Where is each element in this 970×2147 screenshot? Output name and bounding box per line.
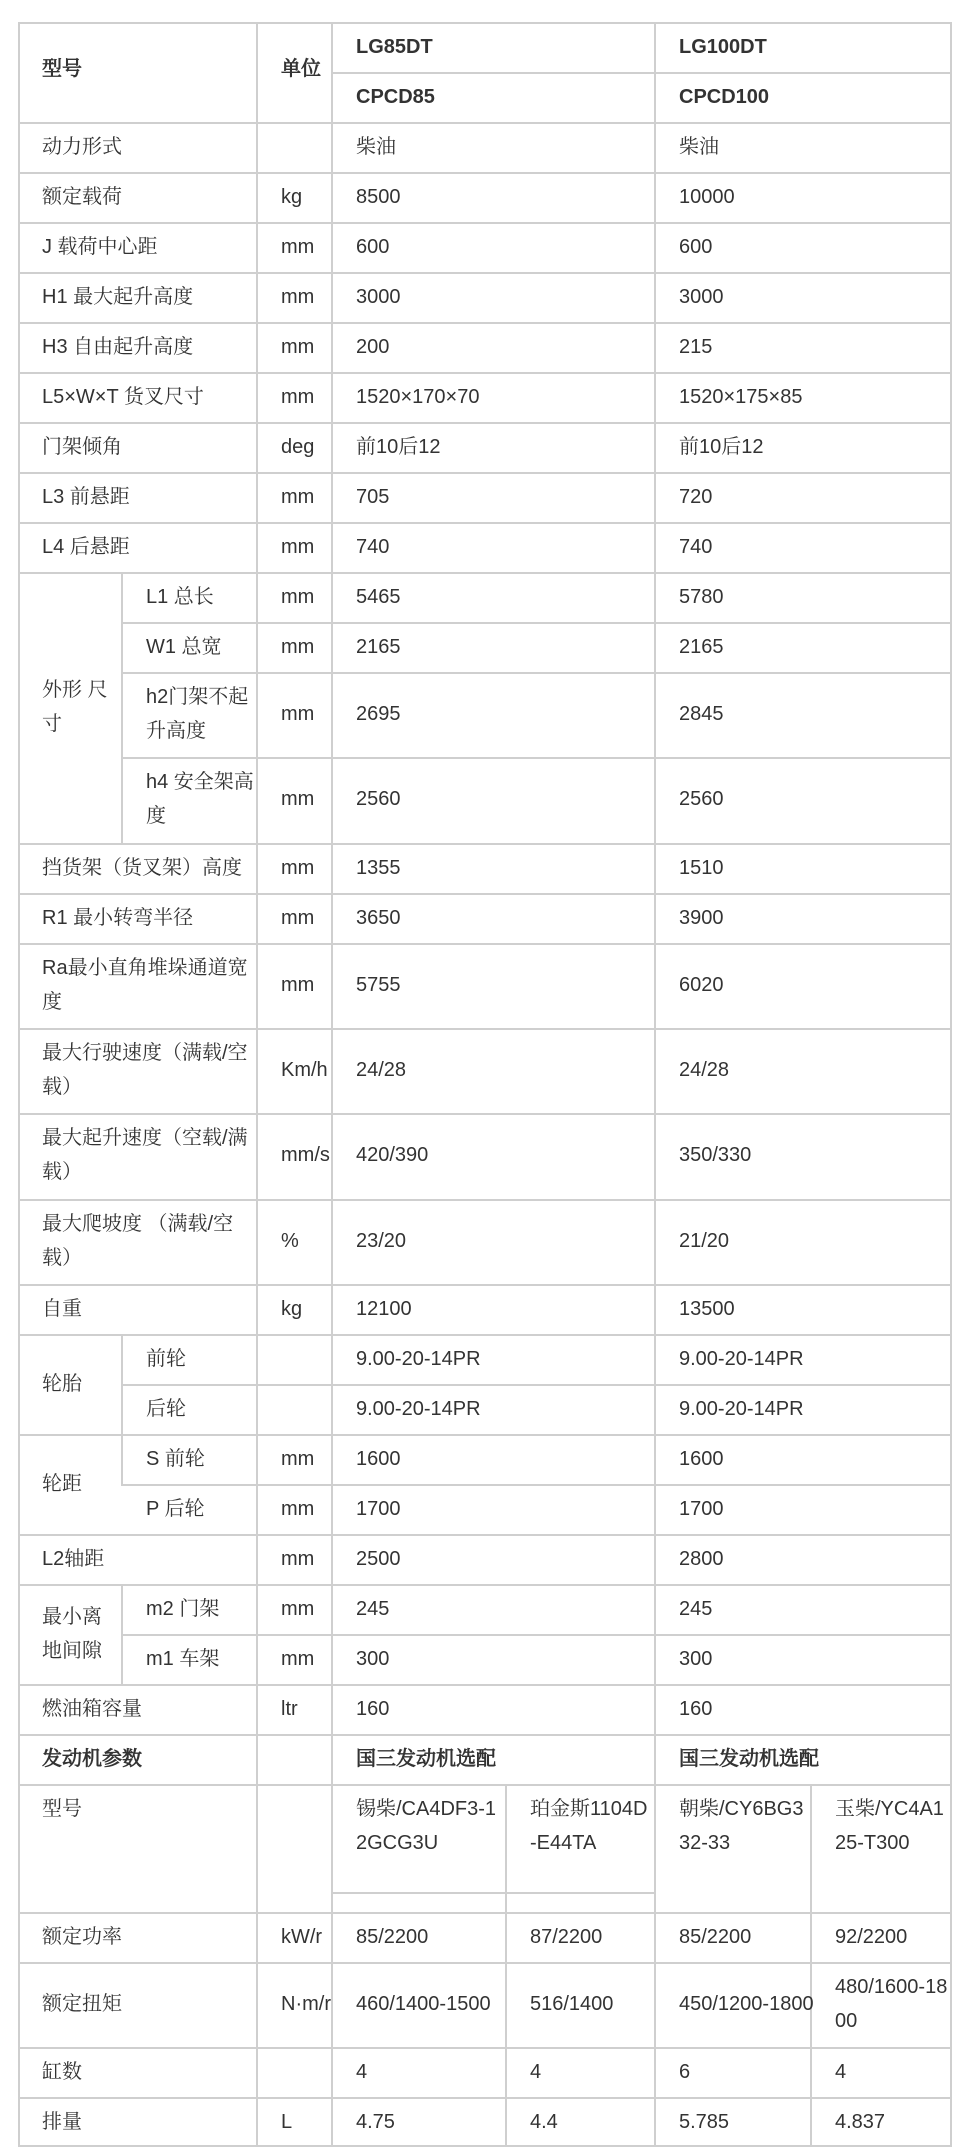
row-value-2: 2560: [679, 788, 724, 810]
row-label: L3 前悬距: [42, 486, 130, 508]
row-value-2: 600: [679, 236, 713, 258]
row-value-2: 1510: [679, 857, 724, 879]
row-value-2: 10000: [679, 186, 735, 208]
engine-cylinders-4: 4: [835, 2061, 847, 2083]
engine-cylinders-label: 缸数: [42, 2061, 82, 2083]
row-unit: mm: [281, 907, 315, 929]
engine-power-unit: kW/r: [281, 1926, 323, 1948]
row-value-2: 9.00-20-14PR: [679, 1398, 804, 1420]
row-unit: deg: [281, 436, 315, 458]
row-value-2: 245: [679, 1598, 713, 1620]
row-label: S 前轮: [146, 1448, 205, 1470]
engine-model-3: 朝柴/CY6BG332-33: [679, 1798, 804, 1854]
engine-torque-3: 450/1200-1800: [679, 1993, 814, 2015]
row-unit: mm: [281, 1548, 315, 1570]
row-value-1: 23/20: [356, 1230, 407, 1252]
row-label: m2 门架: [146, 1598, 220, 1620]
row-value-2: 2800: [679, 1548, 724, 1570]
engine-power-2: 87/2200: [530, 1926, 603, 1948]
row-value-1: 600: [356, 236, 390, 258]
row-value-2: 9.00-20-14PR: [679, 1348, 804, 1370]
group-label: 轮距: [42, 1473, 82, 1495]
row-unit: mm: [281, 586, 315, 608]
engine-torque-4: 480/1600-1800: [835, 1976, 948, 2032]
row-label: h4 安全架高度: [146, 771, 254, 827]
row-value-1: 705: [356, 486, 390, 508]
row-value-1: 200: [356, 336, 390, 358]
row-value-1: 2560: [356, 788, 401, 810]
row-unit: mm/s: [281, 1144, 330, 1166]
row-value-1: 9.00-20-14PR: [356, 1398, 481, 1420]
group-label: 外形 尺寸: [42, 679, 108, 735]
row-value-2: 740: [679, 536, 713, 558]
engine-torque-unit: N·m/r: [281, 1993, 331, 2015]
row-value-1: 9.00-20-14PR: [356, 1348, 481, 1370]
row-unit: kg: [281, 186, 303, 208]
row-value-1: 前10后12: [356, 436, 441, 458]
row-value-1: 5755: [356, 974, 401, 996]
engine-option-1: 国三发动机选配: [356, 1748, 496, 1770]
row-value-1: 1600: [356, 1448, 401, 1470]
row-value-2: 1520×175×85: [679, 386, 803, 408]
engine-displacement-2: 4.4: [530, 2111, 558, 2133]
row-label: 最大爬坡度 （满载/空载）: [42, 1213, 234, 1269]
row-unit: mm: [281, 236, 315, 258]
header-model2-name: LG100DT: [679, 36, 767, 58]
row-value-1: 160: [356, 1698, 390, 1720]
row-label: Ra最小直角堆垛通道宽度: [42, 957, 248, 1013]
row-unit: mm: [281, 703, 315, 725]
row-value-2: 720: [679, 486, 713, 508]
engine-option-2: 国三发动机选配: [679, 1748, 819, 1770]
row-value-2: 1600: [679, 1448, 724, 1470]
row-label: H3 自由起升高度: [42, 336, 194, 358]
engine-torque-label: 额定扭矩: [42, 1993, 122, 2015]
row-value-1: 8500: [356, 186, 401, 208]
row-value-2: 21/20: [679, 1230, 730, 1252]
row-unit: mm: [281, 636, 315, 658]
row-unit: mm: [281, 857, 315, 879]
row-label: L2轴距: [42, 1548, 105, 1570]
engine-model-1: 锡柴/CA4DF3-12GCG3U: [356, 1798, 497, 1854]
row-value-1: 1700: [356, 1498, 401, 1520]
row-value-2: 柴油: [679, 136, 719, 158]
row-label: 后轮: [146, 1398, 186, 1420]
row-value-2: 1700: [679, 1498, 724, 1520]
row-label: m1 车架: [146, 1648, 220, 1670]
row-label: 自重: [42, 1298, 82, 1320]
row-value-2: 24/28: [679, 1059, 730, 1081]
row-label: 燃油箱容量: [42, 1698, 142, 1720]
header-model1-code: CPCD85: [356, 86, 435, 108]
row-value-1: 5465: [356, 586, 401, 608]
row-value-2: 300: [679, 1648, 713, 1670]
row-unit: mm: [281, 336, 315, 358]
engine-cylinders-1: 4: [356, 2061, 368, 2083]
row-label: J 载荷中心距: [42, 236, 158, 258]
row-unit: mm: [281, 974, 315, 996]
row-value-2: 160: [679, 1698, 713, 1720]
row-value-1: 245: [356, 1598, 390, 1620]
engine-displacement-unit: L: [281, 2111, 293, 2133]
row-value-2: 3900: [679, 907, 724, 929]
engine-displacement-1: 4.75: [356, 2111, 395, 2133]
header-model2-code: CPCD100: [679, 86, 770, 108]
row-value-2: 前10后12: [679, 436, 764, 458]
row-label: 动力形式: [42, 136, 122, 158]
engine-displacement-4: 4.837: [835, 2111, 886, 2133]
row-unit: mm: [281, 1598, 315, 1620]
row-unit: mm: [281, 1648, 315, 1670]
header-unit-label: 单位: [281, 58, 321, 80]
row-label: 最大行驶速度（满载/空载）: [42, 1042, 248, 1098]
row-unit: mm: [281, 536, 315, 558]
row-value-2: 3000: [679, 286, 724, 308]
row-unit: mm: [281, 286, 315, 308]
row-value-1: 3650: [356, 907, 401, 929]
engine-model-4: 玉柴/YC4A125-T300: [835, 1798, 944, 1854]
row-label: L1 总长: [146, 586, 214, 608]
row-value-1: 300: [356, 1648, 390, 1670]
row-unit: Km/h: [281, 1059, 328, 1081]
row-unit: %: [281, 1230, 299, 1252]
engine-displacement-label: 排量: [42, 2111, 82, 2133]
row-value-2: 350/330: [679, 1144, 752, 1166]
engine-torque-2: 516/1400: [530, 1993, 614, 2015]
row-unit: mm: [281, 486, 315, 508]
row-value-2: 2165: [679, 636, 724, 658]
row-label: H1 最大起升高度: [42, 286, 194, 308]
row-value-1: 2500: [356, 1548, 401, 1570]
row-label: P 后轮: [146, 1498, 205, 1520]
row-value-1: 420/390: [356, 1144, 429, 1166]
row-unit: mm: [281, 788, 315, 810]
row-label: L4 后悬距: [42, 536, 130, 558]
engine-model-2: 珀金斯1104D-E44TA: [530, 1798, 648, 1854]
header-model1-name: LG85DT: [356, 36, 433, 58]
row-label: W1 总宽: [146, 636, 222, 658]
row-unit: ltr: [281, 1698, 298, 1720]
engine-torque-1: 460/1400-1500: [356, 1993, 491, 2015]
row-value-1: 2165: [356, 636, 401, 658]
row-unit: mm: [281, 386, 315, 408]
row-value-2: 2845: [679, 703, 724, 725]
row-value-1: 12100: [356, 1298, 412, 1320]
row-value-1: 3000: [356, 286, 401, 308]
row-value-1: 24/28: [356, 1059, 407, 1081]
row-value-2: 6020: [679, 974, 724, 996]
row-label: 额定载荷: [42, 186, 122, 208]
row-value-1: 柴油: [356, 136, 396, 158]
engine-power-4: 92/2200: [835, 1926, 908, 1948]
row-value-2: 215: [679, 336, 713, 358]
row-label: h2门架不起升高度: [146, 686, 249, 742]
group-label: 轮胎: [42, 1373, 82, 1395]
engine-power-3: 85/2200: [679, 1926, 752, 1948]
row-label: R1 最小转弯半径: [42, 907, 194, 929]
engine-title: 发动机参数: [42, 1748, 142, 1770]
row-unit: kg: [281, 1298, 303, 1320]
row-value-1: 2695: [356, 703, 401, 725]
row-value-2: 13500: [679, 1298, 735, 1320]
row-label: 挡货架（货叉架）高度: [42, 857, 242, 879]
engine-power-1: 85/2200: [356, 1926, 429, 1948]
engine-cylinders-2: 4: [530, 2061, 542, 2083]
engine-displacement-3: 5.785: [679, 2111, 730, 2133]
row-value-1: 1355: [356, 857, 401, 879]
row-value-2: 5780: [679, 586, 724, 608]
row-label: L5×W×T 货叉尺寸: [42, 386, 204, 408]
row-unit: mm: [281, 1498, 315, 1520]
engine-power-label: 额定功率: [42, 1926, 122, 1948]
row-label: 最大起升速度（空载/满载）: [42, 1127, 248, 1183]
group-label: 最小离地间隙: [42, 1606, 102, 1662]
row-label: 门架倾角: [42, 436, 122, 458]
row-unit: mm: [281, 1448, 315, 1470]
row-value-1: 1520×170×70: [356, 386, 480, 408]
row-value-1: 740: [356, 536, 390, 558]
header-model-label: 型号: [42, 58, 82, 80]
row-label: 前轮: [146, 1348, 186, 1370]
engine-model-label: 型号: [42, 1798, 82, 1820]
engine-cylinders-3: 6: [679, 2061, 691, 2083]
